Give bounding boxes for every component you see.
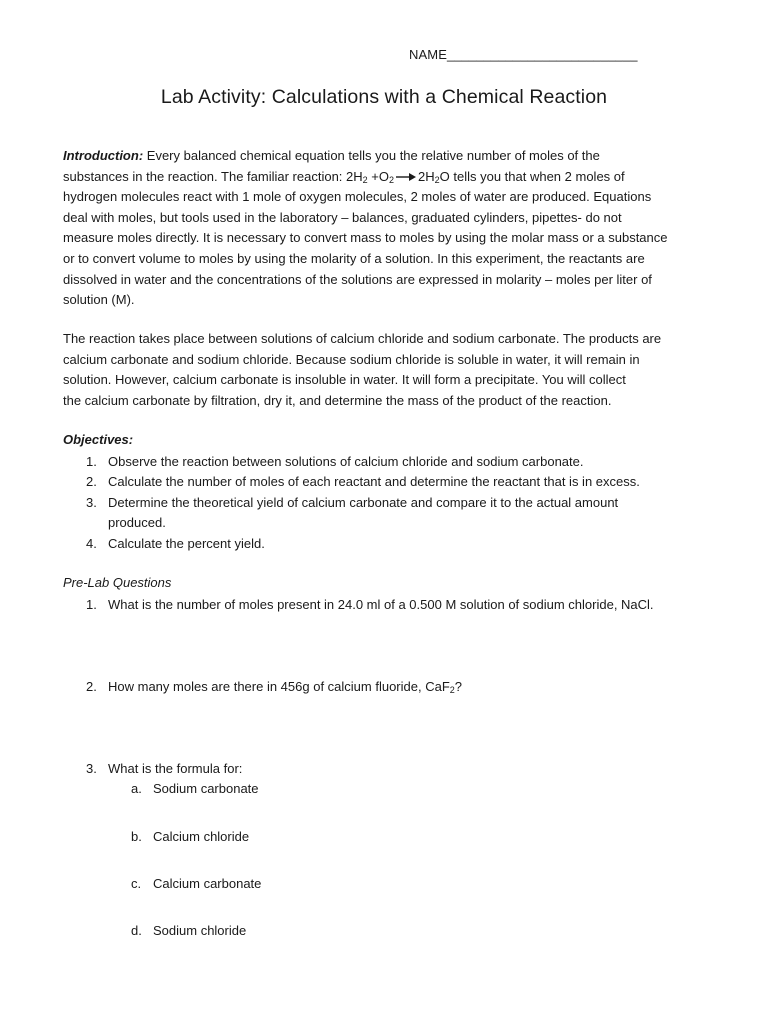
subscript: 2 <box>449 685 455 695</box>
objective-number: 2. <box>86 474 97 489</box>
intro-line: solution (M). <box>63 292 135 308</box>
intro-line: deal with moles, but tools used in the laboratory – balances, graduated cylinders, pipettes- do not <box>63 209 622 225</box>
subscript: 2 <box>388 174 394 185</box>
objective-item: Calculate the number of moles of each reactant and determine the reactant that is in excess. <box>108 474 640 489</box>
reaction-line: solution. However, calcium carbonate is insoluble in water. It will form a precipitate. You will collect <box>63 372 626 388</box>
question-2-end: ? <box>454 679 463 694</box>
sub-item-letter: a. <box>131 781 142 796</box>
objectives-heading: Objectives: <box>63 432 134 447</box>
sub-item-letter: b. <box>131 829 142 844</box>
objective-number: 1. <box>86 454 97 469</box>
objective-item: Observe the reaction between solutions of calcium chloride and sodium carbonate. <box>108 454 584 469</box>
intro-line-2 <box>63 167 711 188</box>
introduction-label: Introduction: <box>63 148 144 163</box>
objective-number: 4. <box>86 536 97 551</box>
sub-item: Sodium chloride <box>153 923 247 938</box>
question-1: What is the number of moles present in 24.0 ml of a 0.500 M solution of sodium chloride, NaCl. <box>108 597 654 612</box>
question-number: 2. <box>86 679 97 694</box>
intro-line-1-text: Every balanced chemical equation tells you the relative number of moles of the <box>143 148 600 163</box>
name-field-label: NAME__________________________ <box>409 47 638 62</box>
objective-item: Determine the theoretical yield of calcium carbonate and compare it to the actual amount <box>108 495 619 510</box>
sub-item: Calcium carbonate <box>153 876 262 891</box>
reaction-arrow-icon <box>395 172 417 182</box>
reaction-paragraph <box>63 329 711 411</box>
question-2 <box>108 677 462 698</box>
subscript: 2 <box>434 174 440 185</box>
question-number: 1. <box>86 597 97 612</box>
introduction-paragraph <box>63 146 711 311</box>
intro-line-2-end: O tells you that when 2 moles of <box>439 168 625 184</box>
reaction-line: calcium carbonate and sodium chloride. Because sodium chloride is soluble in water, it will remain in <box>63 351 640 367</box>
intro-line-1 <box>63 146 711 167</box>
reaction-line: the calcium carbonate by filtration, dry it, and determine the mass of the product of the reaction. <box>63 392 612 408</box>
question-number: 3. <box>86 761 97 776</box>
question-2-text: How many moles are there in 456g of calcium fluoride, CaF <box>108 679 450 694</box>
sub-item: Calcium chloride <box>153 829 250 844</box>
intro-line: hydrogen molecules react with 1 mole of oxygen molecules, 2 moles of water are produced. Equations <box>63 189 652 205</box>
page-title: Lab Activity: Calculations with a Chemical Reaction <box>160 86 608 108</box>
sub-item-letter: c. <box>131 876 142 891</box>
reaction-line: The reaction takes place between solutions of calcium chloride and sodium carbonate. The products are <box>63 331 662 346</box>
prelab-heading: Pre-Lab Questions <box>63 575 172 590</box>
sub-item-letter: d. <box>131 923 142 938</box>
objective-number: 3. <box>86 495 97 510</box>
intro-line-2-product: 2H <box>418 168 435 184</box>
intro-line: measure moles directly. It is necessary to convert mass to moles by using the molar mass or a substance <box>63 230 668 246</box>
intro-line: dissolved in water and the concentrations of the solutions are expressed in molarity – moles per liter of <box>63 271 652 287</box>
question-3: What is the formula for: <box>108 761 243 776</box>
subscript: 2 <box>362 174 368 185</box>
objective-item: Calculate the percent yield. <box>108 536 265 551</box>
sub-item: Sodium carbonate <box>153 781 259 796</box>
objective-item-continued: produced. <box>108 515 166 530</box>
intro-line-2-pre: substances in the reaction. The familiar reaction: 2H <box>63 168 363 184</box>
intro-line: or to convert volume to moles by using the molarity of a solution. In this experiment, the reactants are <box>63 250 645 266</box>
intro-line-2-mid: +O <box>367 168 389 184</box>
